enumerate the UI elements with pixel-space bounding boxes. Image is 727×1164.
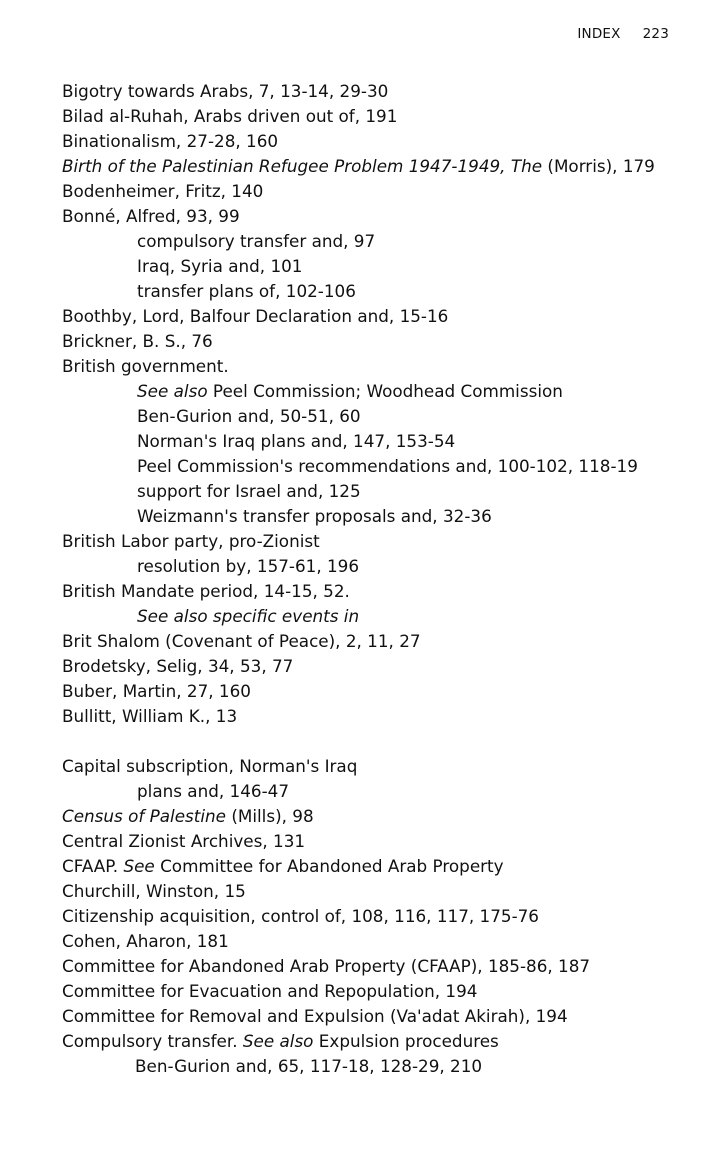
see-also-label: See also [242,1031,314,1051]
index-entry: Committee for Evacuation and Repopulation, 194 [62,981,478,1001]
index-subentry: transfer plans of, 102-106 [137,281,356,301]
entry-text: Compulsory transfer. [62,1031,243,1051]
entry-text: (Morris), 179 [542,156,655,176]
index-entry: Brit Shalom (Covenant of Peace), 2, 11, 27 [62,631,421,651]
index-entry: Committee for Abandoned Arab Property (CFAAP), 185-86, 187 [62,956,591,976]
see-also-label: See also [137,381,208,401]
index-continuation: plans and, 146-47 [137,781,289,801]
section-gap [62,729,702,754]
see-also-line: See also specific events in [137,606,360,626]
index-entry: British government. [62,356,229,376]
index-subentry: Weizmann's transfer proposals and, 32-36 [137,506,492,526]
index-subentry [62,379,702,404]
index-entry: Brickner, B. S., 76 [62,331,213,351]
entry-text: Peel Commission; Woodhead Commission [207,381,563,401]
index-entry: Cohen, Aharon, 181 [62,931,229,951]
index-entry: Bilad al-Ruhah, Arabs driven out of, 191 [62,106,398,126]
index-entry: Buber, Martin, 27, 160 [62,681,251,701]
index-entry: Citizenship acquisition, control of, 108, 116, 117, 175-76 [62,906,539,926]
index-entry: Central Zionist Archives, 131 [62,831,306,851]
index-entry: Binationalism, 27-28, 160 [62,131,279,151]
section-title: INDEX [577,26,621,42]
index-continuation: resolution by, 157-61, 196 [137,556,360,576]
index-subentry: support for Israel and, 125 [137,481,361,501]
entry-text: (Mills), 98 [225,806,314,826]
index-subentry: Ben-Gurion and, 65, 117-18, 128-29, 210 [135,1056,483,1076]
index-subentry: Norman's Iraq plans and, 147, 153-54 [137,431,456,451]
see-label: See [123,856,155,876]
running-header [577,26,669,42]
index-entry [62,854,702,879]
index-subentry: compulsory transfer and, 97 [137,231,376,251]
index-entries [62,79,702,1079]
index-entry: British Labor party, pro-Zionist [62,531,320,551]
index-entry: Brodetsky, Selig, 34, 53, 77 [62,656,294,676]
index-entry: Bonné, Alfred, 93, 99 [62,206,240,226]
book-title: Birth of the Palestinian Refugee Problem 1947-1949, The [62,156,543,176]
index-entry: Bigotry towards Arabs, 7, 13-14, 29-30 [62,81,389,101]
index-entry [62,1029,702,1054]
index-entry: Committee for Removal and Expulsion (Va'adat Akirah), 194 [62,1006,568,1026]
index-entry: British Mandate period, 14-15, 52. [62,581,350,601]
book-title: Census of Palestine [62,806,226,826]
index-entry [62,154,702,179]
index-entry: Bodenheimer, Fritz, 140 [62,181,264,201]
page-number: 223 [642,26,669,42]
index-subentry: Iraq, Syria and, 101 [137,256,303,276]
index-entry [62,804,702,829]
index-entry: Boothby, Lord, Balfour Declaration and, 15-16 [62,306,449,326]
entry-text: Expulsion procedures [313,1031,499,1051]
index-entry: Bullitt, William K., 13 [62,706,238,726]
entry-text: Committee for Abandoned Arab Property [154,856,504,876]
index-entry: Churchill, Winston, 15 [62,881,246,901]
index-subentry: Peel Commission's recommendations and, 100-102, 118-19 [137,456,638,476]
index-subentry: Ben-Gurion and, 50-51, 60 [137,406,361,426]
entry-text: CFAAP. [62,856,124,876]
index-entry: Capital subscription, Norman's Iraq [62,756,358,776]
